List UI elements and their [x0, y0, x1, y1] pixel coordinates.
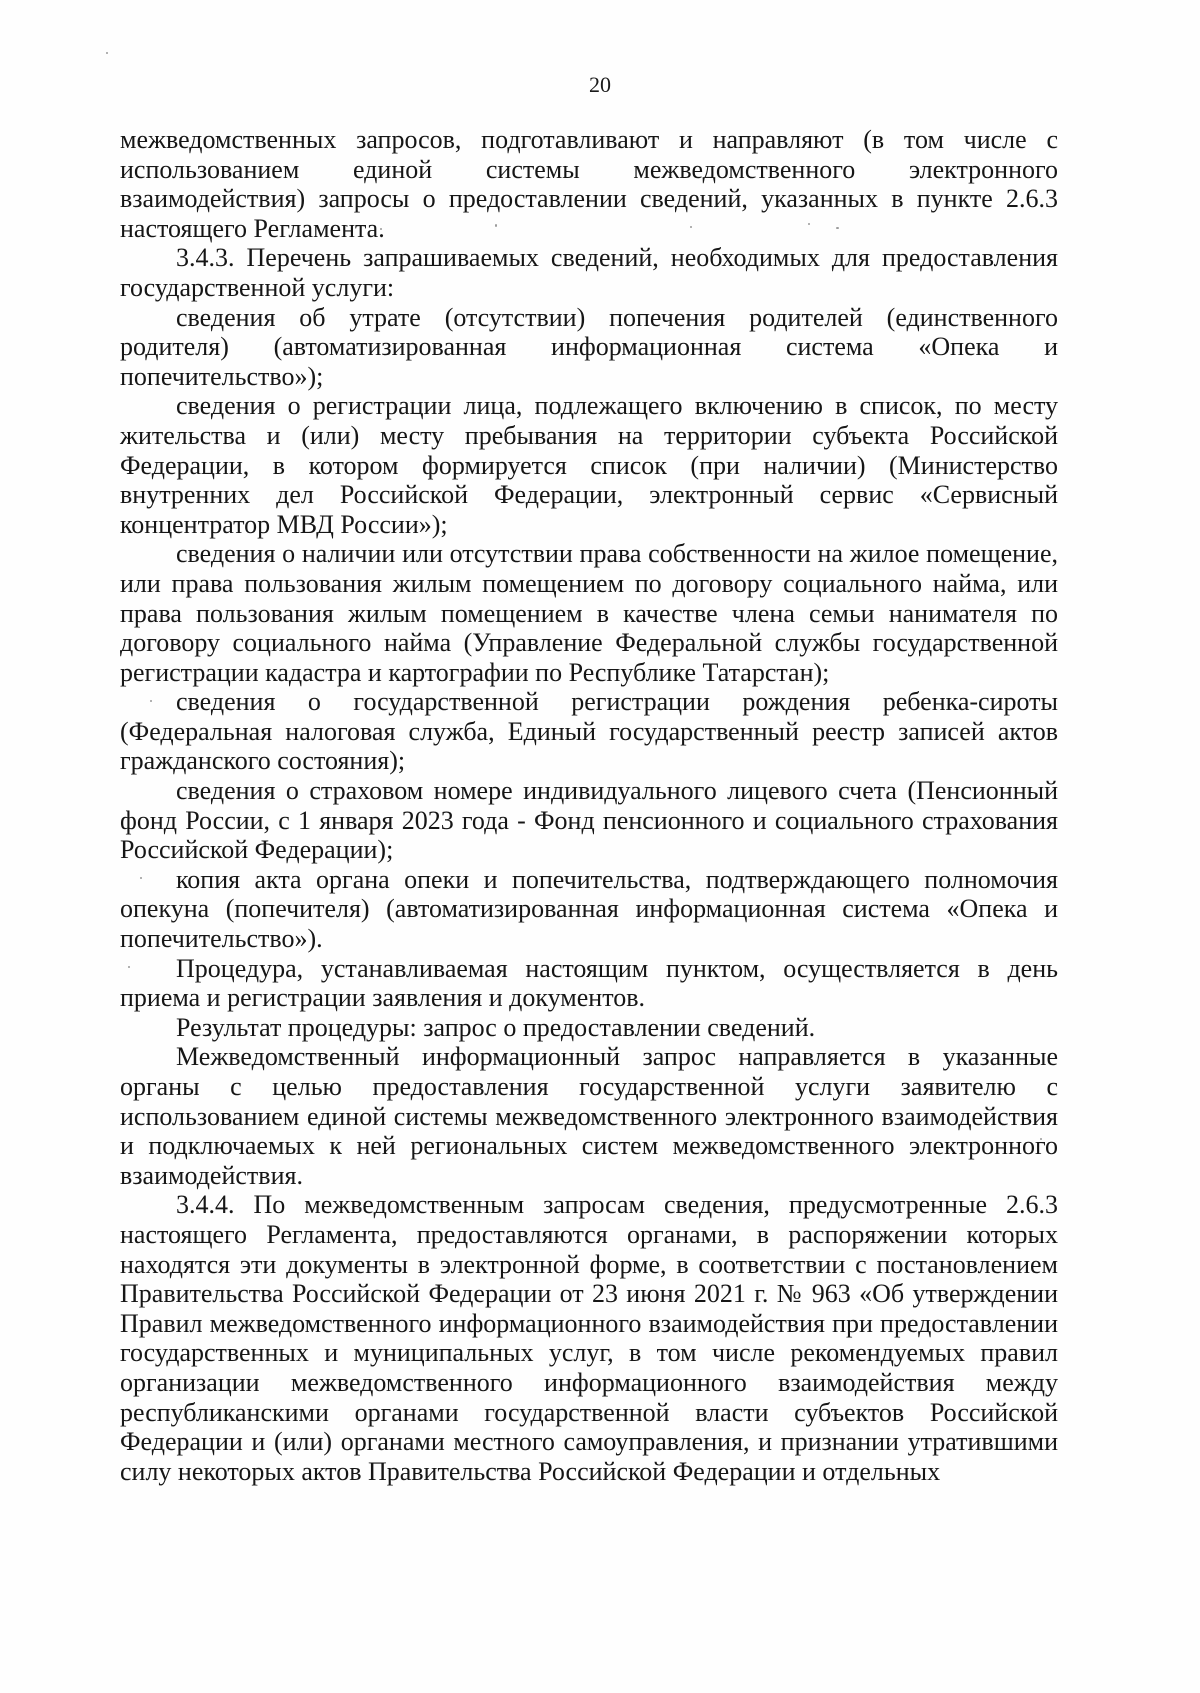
- list-item: копия акта органа опеки и попечительства, подтверждающего полномочия опекуна (попечителя) (автоматизированная информационная система «Опека и попечительство»).: [120, 864, 1058, 954]
- paragraph: Межведомственный информационный запрос направляется в указанные органы с целью предоставления государственной услуги заявителю с использованием единой системы межведомственного электронного взаимодействия и подключаемых к ней региональных систем межведомственного электронного взаимодействия.: [120, 1042, 1058, 1190]
- list-item: сведения о государственной регистрации рождения ребенка-сироты (Федеральная налоговая служба, Единый государственный реестр записей актов гражданского состояния);: [120, 687, 1058, 776]
- paragraph: межведомственных запросов, подготавливают и направляют (в том числе с использованием единой системы межведомственного электронного взаимодействия) запросы о предоставлении сведений, указанных в пункте 2.6.3 настоящего Регламента.: [120, 125, 1058, 243]
- page-number: 20: [589, 72, 611, 97]
- list-item: сведения о страховом номере индивидуального лицевого счета (Пенсионный фонд России, с 1 января 2023 года - Фонд пенсионного и социального страхования Российской Федерации);: [120, 776, 1058, 865]
- document-body: [120, 125, 1058, 1486]
- section-3-4-4: 3.4.4. По межведомственным запросам сведения, предусмотренные 2.6.3 настоящего Регламента, предоставляются органами, в распоряжении которых находятся эти документы в электронной форме, в соответствии с постановлением Правительства Российской Федерации от 23 июня 2021 г. № 963 «Об утверждении Правил межведомственного информационного взаимодействия при предоставлении государственных и муниципальных услуг, в том числе рекомендуемых правил организации межведомственного информационного взаимодействия между республиканскими органами государственной власти субъектов Российской Федерации и (или) органами местного самоуправления, и признании утратившими силу некоторых актов Правительства Российской Федерации и отдельных: [120, 1190, 1058, 1486]
- list-item: сведения об утрате (отсутствии) попечения родителей (единственного родителя) (автоматизированная информационная система «Опека и попечительство»);: [120, 302, 1058, 391]
- paragraph: Результат процедуры: запрос о предоставлении сведений.: [176, 1012, 816, 1042]
- list-item: сведения о наличии или отсутствии права собственности на жилое помещение, или права пользования жилым помещением по договору социального найма, или права пользования жилым помещением в качестве члена семьи нанимателя по договору социального найма (Управление Федеральной службы государственной регистрации кадастра и картографии по Республике Татарстан);: [120, 539, 1058, 687]
- paragraph: Процедура, устанавливаемая настоящим пунктом, осуществляется в день приема и регистрации заявления и документов.: [120, 953, 1058, 1013]
- list-item: сведения о регистрации лица, подлежащего включению в список, по месту жительства и (или) месту пребывания на территории субъекта Российской Федерации, в котором формируется список (при наличии) (Министерство внутренних дел Российской Федерации, электронный сервис «Сервисный концентратор МВД России»);: [120, 391, 1058, 539]
- section-heading-3-4-3: 3.4.3. Перечень запрашиваемых сведений, необходимых для предоставления государственной услуги:: [120, 243, 1058, 302]
